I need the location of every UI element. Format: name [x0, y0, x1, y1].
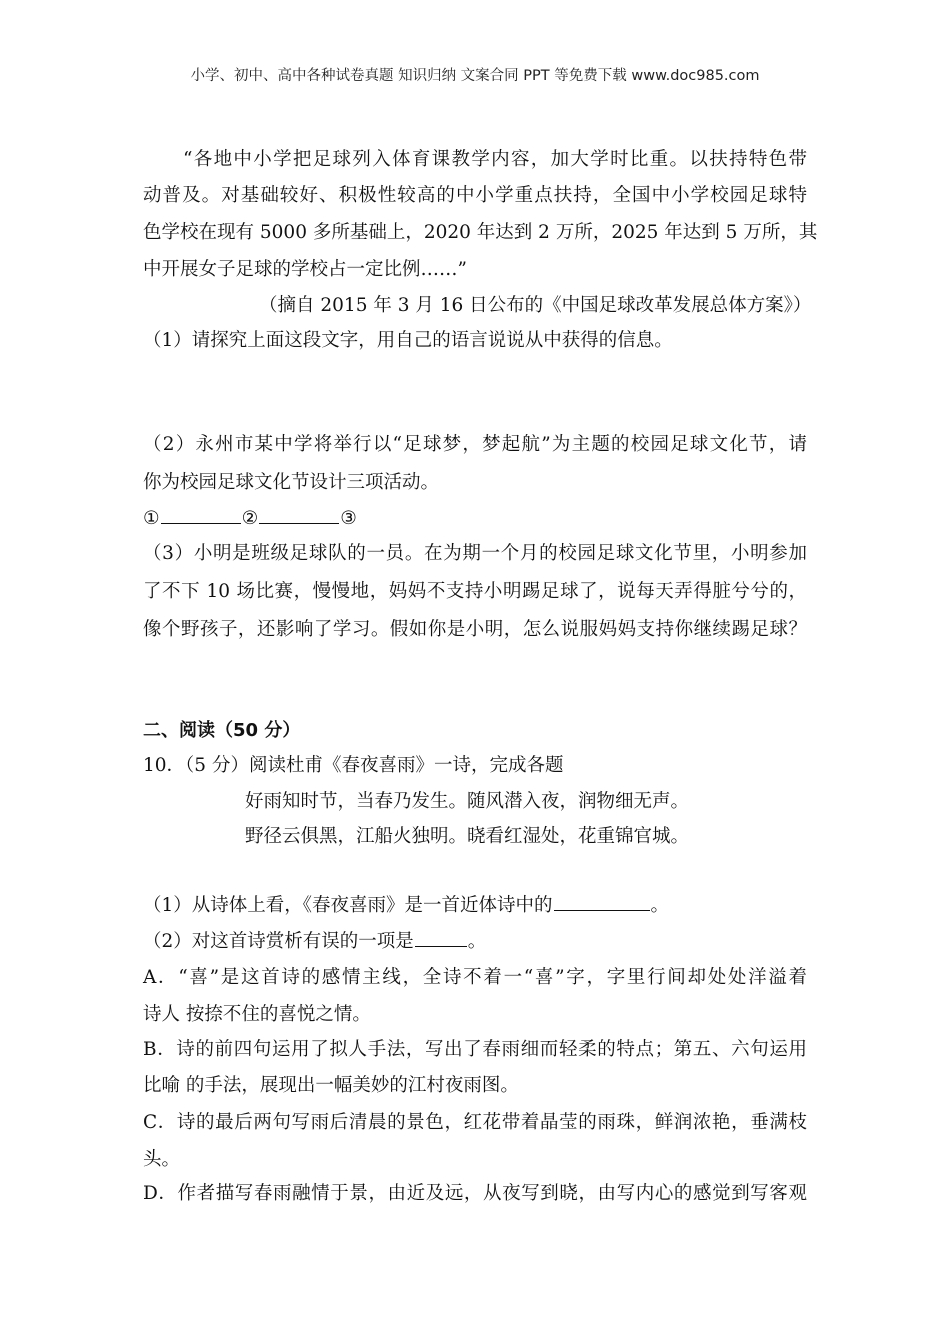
option-d-line-1: D．作者描写春雨融情于景，由近及远，从夜写到晓，由写内心的感觉到写客观	[143, 1183, 807, 1204]
page-header: 小学、初中、高中各种试卷真题 知识归纳 文案合同 PPT 等免费下载 www.doc985.com	[190, 68, 760, 84]
option-b-line-2: 比喻 的手法，展现出一幅美妙的江村夜雨图。	[143, 1075, 519, 1096]
passage-line-3: 色学校在现有 5000 多所基础上，2020 年达到 2 万所，2025 年达到 5 万所，其	[143, 222, 818, 243]
question-10-1-end: 。	[650, 895, 670, 916]
option-c-line-2: 头。	[143, 1149, 181, 1170]
option-a-line-2: 诗人 按捺不住的喜悦之情。	[143, 1004, 371, 1025]
passage-source: （摘自 2015 年 3 月 16 日公布的《中国足球改革发展总体方案》）	[259, 295, 812, 316]
question-10-2-end: 。	[467, 931, 487, 952]
activity-2-blank[interactable]	[259, 505, 339, 524]
question-3-line-2: 了不下 10 场比赛，慢慢地，妈妈不支持小明踢足球了，说每天弄得脏兮兮的，	[143, 581, 807, 602]
question-3-line-1: （3）小明是班级足球队的一员。在为期一个月的校园足球文化节里，小明参加	[143, 543, 807, 564]
activity-blanks	[143, 505, 357, 532]
marker-2: ②	[241, 508, 259, 529]
question-2-line-2: 你为校园足球文化节设计三项活动。	[143, 472, 440, 493]
poem-line-2: 野径云俱黑，江船火独明。晓看红湿处，花重锦官城。	[245, 826, 690, 847]
section-2-heading: 二、阅读（50 分）	[143, 720, 301, 741]
poetry-type-blank[interactable]	[554, 892, 650, 911]
question-10-1-text: （1）从诗体上看，《春夜喜雨》是一首近体诗中的	[143, 895, 553, 916]
option-b-line-1: B．诗的前四句运用了拟人手法，写出了春雨细而轻柔的特点；第五、六句运用	[143, 1039, 807, 1060]
activity-1-blank[interactable]	[161, 505, 241, 524]
passage-line-4: 中开展女子足球的学校占一定比例……”	[143, 259, 467, 280]
question-10-2-text: （2）对这首诗赏析有误的一项是	[143, 931, 414, 952]
question-10-2	[143, 928, 486, 955]
question-2-line-1: （2）永州市某中学将举行以“足球梦，梦起航”为主题的校园足球文化节，请	[143, 434, 807, 455]
question-3-line-3: 像个野孩子，还影响了学习。假如你是小明，怎么说服妈妈支持你继续踢足球？	[143, 619, 807, 640]
option-a-line-1: A．“喜”是这首诗的感情主线，全诗不着一“喜”字，字里行间却处处洋溢着	[143, 967, 807, 988]
marker-3: ③	[340, 508, 357, 529]
answer-blank[interactable]	[415, 928, 467, 947]
passage-line-2: 动普及。对基础较好、积极性较高的中小学重点扶持，全国中小学校园足球特	[143, 185, 807, 206]
question-1: （1）请探究上面这段文字，用自己的语言说说从中获得的信息。	[143, 330, 673, 351]
passage-line-1: “各地中小学把足球列入体育课教学内容，加大学时比重。以扶持特色带	[183, 149, 807, 170]
question-10-title: 10．（5 分）阅读杜甫《春夜喜雨》一诗，完成各题	[143, 755, 564, 776]
poem-line-1: 好雨知时节，当春乃发生。随风潜入夜，润物细无声。	[245, 791, 690, 812]
option-c-line-1: C．诗的最后两句写雨后清晨的景色，红花带着晶莹的雨珠，鲜润浓艳，垂满枝	[143, 1112, 807, 1133]
question-10-1	[143, 892, 669, 919]
marker-1: ①	[143, 508, 160, 529]
